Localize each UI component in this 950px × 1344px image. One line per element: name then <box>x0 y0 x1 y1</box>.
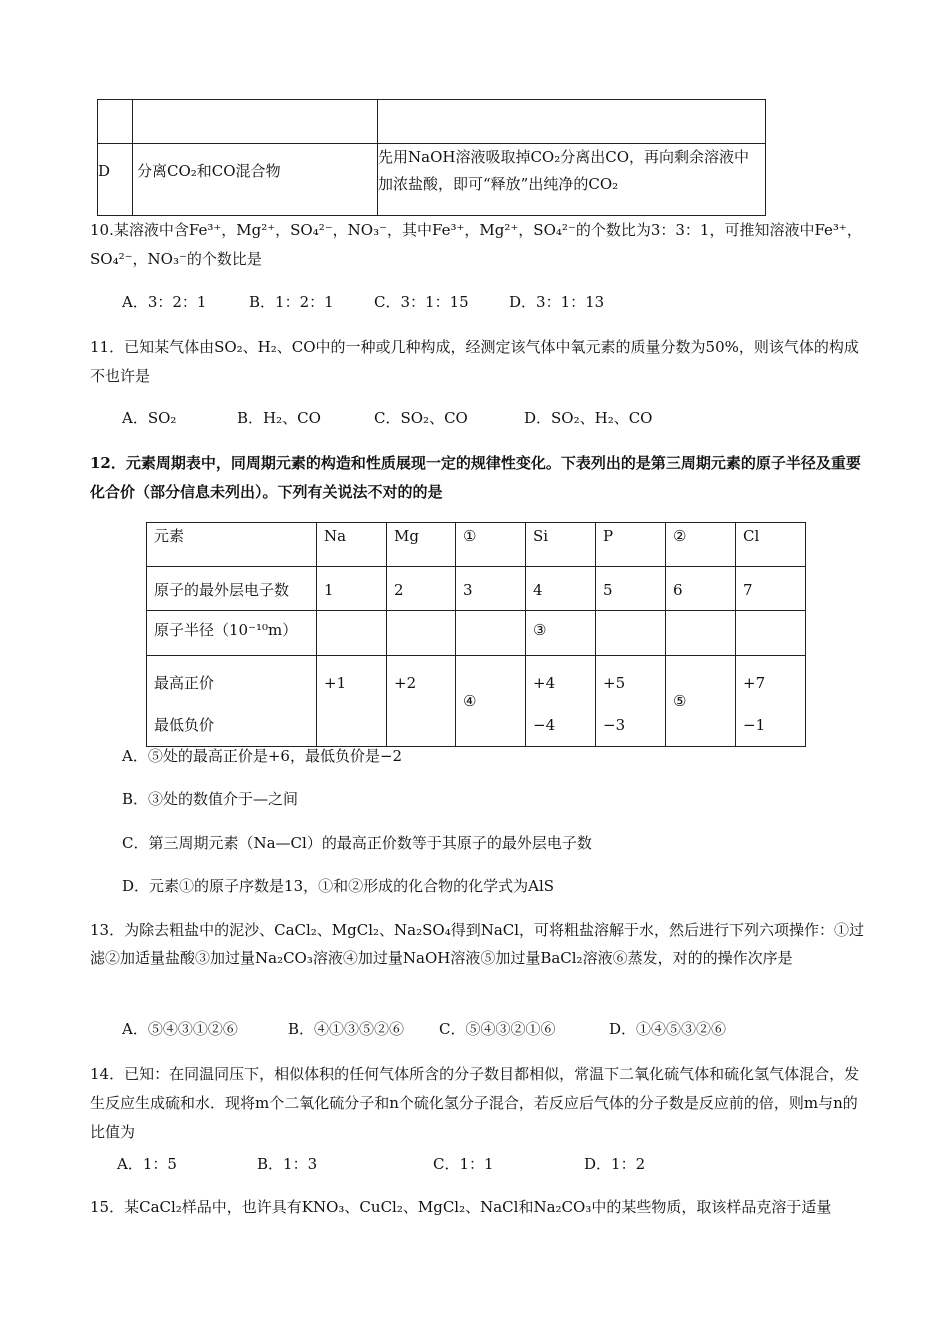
lowest-p: −3 <box>603 716 626 734</box>
question-12: 12．元素周期表中，同周期元素的构造和性质展现一定的规律性变化。下表列出的是第三周期元素的原子半径及重要化合价（部分信息未列出）。下列有关说法不对的的是 <box>90 454 861 501</box>
cell-electrons: 3 <box>456 567 526 611</box>
highest-cl: +7 <box>743 674 766 692</box>
cell-element-2: ② <box>666 523 736 567</box>
cell-electrons: 2 <box>387 567 456 611</box>
cell-valence-cl <box>736 656 806 747</box>
cell-valence-na <box>317 656 387 747</box>
cell-radius-3: ③ <box>526 611 596 656</box>
label-element: 元素 <box>147 523 317 567</box>
q11-option-c: C．SO₂、CO <box>374 409 468 427</box>
top-table-cell <box>133 100 378 144</box>
q13-option-c: C．⑤④③②①⑥ <box>439 1020 556 1038</box>
q10-option-c: C．3：1：15 <box>374 293 469 311</box>
row-d-method: 先用NaOH溶液吸取掉CO₂分离出CO，再向剩余溶液中加浓盐酸，即可“释放”出纯净的CO₂ <box>378 144 766 216</box>
question-14: 14．已知：在同温同压下，相似体积的任何气体所含的分子数目都相似，常温下二氧化硫气体和硫化氢气体混合，发生反应生成硫和水．现将m个二氧化硫分子和n个硫化氢分子混合，若反应后气体的分子数是反应前的倍，则m与n的比值为 <box>90 1065 860 1141</box>
q14-option-c: C．1：1 <box>433 1155 494 1173</box>
question-10: 10.某溶液中含Fe³⁺，Mg²⁺，SO₄²⁻，NO₃⁻，其中Fe³⁺，Mg²⁺，SO₄²⁻的个数比为3：3：1，可推知溶液中Fe³⁺，SO₄²⁻，NO₃⁻的个数比是 <box>90 221 862 268</box>
lowest-si: −4 <box>533 716 556 734</box>
question-13: 13．为除去粗盐中的泥沙、CaCl₂、MgCl₂、Na₂SO₄得到NaCl，可将粗盐溶解于水，然后进行下列六项操作：①过滤②加适量盐酸③加过量Na₂CO₃溶液④加过量NaOH溶液⑤加过量BaCl₂溶液⑥蒸发，对的的操作次序是 <box>90 921 865 967</box>
cell-element-si: Si <box>526 523 596 567</box>
cell-electrons: 6 <box>666 567 736 611</box>
q12-option-c: C．第三周期元素（Na—Cl）的最高正价数等于其原子的最外层电子数 <box>122 834 592 852</box>
element-table <box>146 522 806 747</box>
cell-valence-p <box>596 656 666 747</box>
q14-option-b: B．1：3 <box>257 1155 318 1173</box>
cell-radius <box>456 611 526 656</box>
row-d-label: D <box>98 144 133 216</box>
cell-element-mg: Mg <box>387 523 456 567</box>
q11-option-a: A．SO₂ <box>122 409 177 427</box>
cell-element-p: P <box>596 523 666 567</box>
label-radius: 原子半径（10⁻¹⁰m） <box>147 611 317 656</box>
cell-valence-4: ④ <box>456 656 526 747</box>
cell-radius <box>317 611 387 656</box>
cell-valence-5: ⑤ <box>666 656 736 747</box>
cell-radius <box>736 611 806 656</box>
cell-element-cl: Cl <box>736 523 806 567</box>
cell-radius <box>596 611 666 656</box>
label-highest: 最高正价 <box>154 674 215 692</box>
cell-valence-si <box>526 656 596 747</box>
q12-option-a: A．⑤处的最高正价是+6，最低负价是−2 <box>122 747 403 765</box>
highest-na: +1 <box>324 674 347 692</box>
highest-p: +5 <box>603 674 626 692</box>
cell-electrons: 5 <box>596 567 666 611</box>
cell-radius <box>387 611 456 656</box>
cell-electrons: 4 <box>526 567 596 611</box>
cell-valence-mg <box>387 656 456 747</box>
q11-option-d: D．SO₂、H₂、CO <box>524 409 653 427</box>
question-11: 11．已知某气体由SO₂、H₂、CO中的一种或几种构成，经测定该气体中氧元素的质量分数为50%，则该气体的构成不也许是 <box>90 338 859 385</box>
q12-option-d: D．元素①的原子序数是13，①和②形成的化合物的化学式为AlS <box>122 877 555 895</box>
cell-element-1: ① <box>456 523 526 567</box>
lowest-cl: −1 <box>743 716 766 734</box>
highest-si: +4 <box>533 674 556 692</box>
cell-electrons: 7 <box>736 567 806 611</box>
q13-option-b: B．④①③⑤②⑥ <box>288 1020 405 1038</box>
top-table-cell <box>378 100 766 144</box>
q12-option-b: B．③处的数值介于—之间 <box>122 790 299 808</box>
q11-option-b: B．H₂、CO <box>237 409 321 427</box>
q14-option-a: A．1：5 <box>117 1155 177 1173</box>
top-table <box>97 99 766 216</box>
cell-radius <box>666 611 736 656</box>
label-electrons: 原子的最外层电子数 <box>147 567 317 611</box>
top-table-cell <box>98 100 133 144</box>
q10-option-d: D．3：1：13 <box>509 293 605 311</box>
highest-mg: +2 <box>394 674 417 692</box>
cell-electrons: 1 <box>317 567 387 611</box>
row-d-purpose: 分离CO₂和CO混合物 <box>133 144 378 216</box>
q13-option-d: D．①④⑤③②⑥ <box>609 1020 727 1038</box>
q14-option-d: D．1：2 <box>584 1155 646 1173</box>
question-15: 15．某CaCl₂样品中，也许具有KNO₃、CuCl₂、MgCl₂、NaCl和Na₂CO₃中的某些物质，取该样品克溶于适量 <box>90 1198 832 1216</box>
q10-option-a: A．3：2：1 <box>122 293 207 311</box>
q13-option-a: A．⑤④③①②⑥ <box>122 1020 238 1038</box>
cell-element-na: Na <box>317 523 387 567</box>
label-valence <box>147 656 317 747</box>
label-lowest: 最低负价 <box>154 716 215 734</box>
q10-option-b: B．1：2：1 <box>249 293 334 311</box>
